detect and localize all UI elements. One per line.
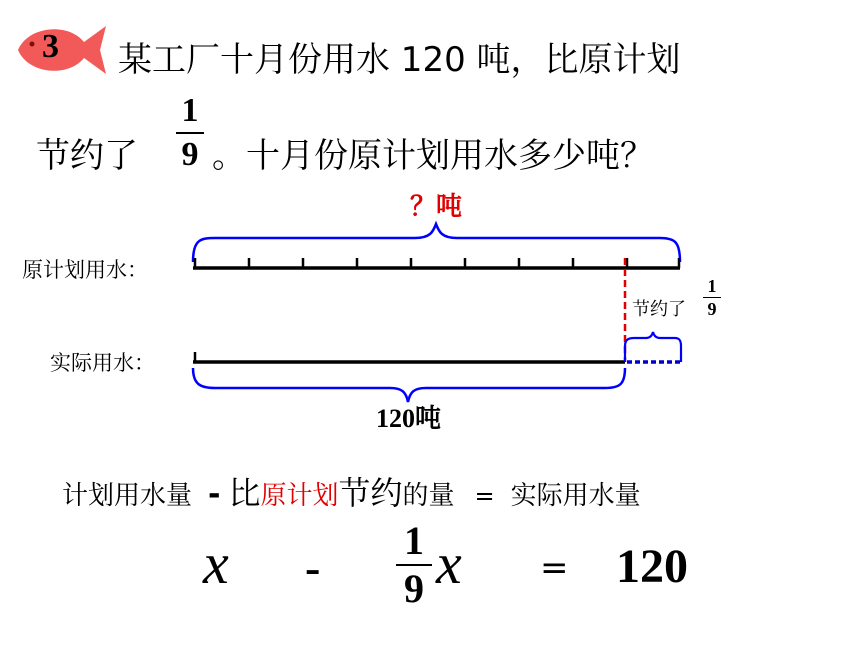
actual-amount-label: 120吨 — [376, 404, 442, 433]
saved-fraction — [703, 276, 721, 319]
relation-minus: - — [208, 477, 221, 512]
plan-label: 原计划用水： — [22, 258, 148, 282]
actual-label: 实际用水： — [50, 351, 155, 375]
saved-fraction-denominator: 9 — [707, 299, 717, 319]
relation-bi: 比 — [228, 474, 261, 512]
equation-x: x — [203, 531, 229, 596]
relation-equals: = — [474, 482, 495, 510]
equation-fraction-numerator: 1 — [404, 518, 424, 563]
saved-fraction-numerator: 1 — [707, 276, 717, 296]
actual-brace — [193, 368, 625, 402]
fraction-denominator: 9 — [181, 136, 199, 173]
relation-amount: 的量 — [402, 481, 455, 511]
relation-plan-amount: 计划用水量 — [62, 481, 193, 511]
equation-fraction-denominator: 9 — [404, 566, 424, 611]
problem-line1: 某工厂十月份用水 120 吨，比原计划 — [118, 40, 681, 80]
equation-fraction — [396, 520, 432, 610]
saved-brace — [625, 332, 681, 362]
fraction-numerator: 1 — [181, 92, 199, 129]
relation-sentence — [62, 468, 641, 512]
relation-actual-amount: 实际用水量 — [510, 481, 641, 511]
saved-label: 节约了 — [632, 299, 686, 320]
equation-value: 120 — [616, 540, 688, 593]
relation-original-plan: 原计划 — [260, 481, 339, 511]
problem-line2-suffix: 。十月份原计划用水多少吨？ — [212, 136, 654, 176]
question-label: ？吨 — [410, 192, 463, 222]
plan-brace — [193, 224, 680, 262]
problem-number: 3 — [42, 28, 59, 65]
saved-fraction-bar — [703, 297, 721, 298]
equation-equals: = — [540, 548, 569, 588]
equation-x-coefficient: x — [436, 531, 462, 596]
relation-saved: 节约 — [338, 474, 403, 512]
equation-minus: - — [305, 542, 321, 593]
problem-line2-prefix: 节约了 — [36, 136, 138, 176]
